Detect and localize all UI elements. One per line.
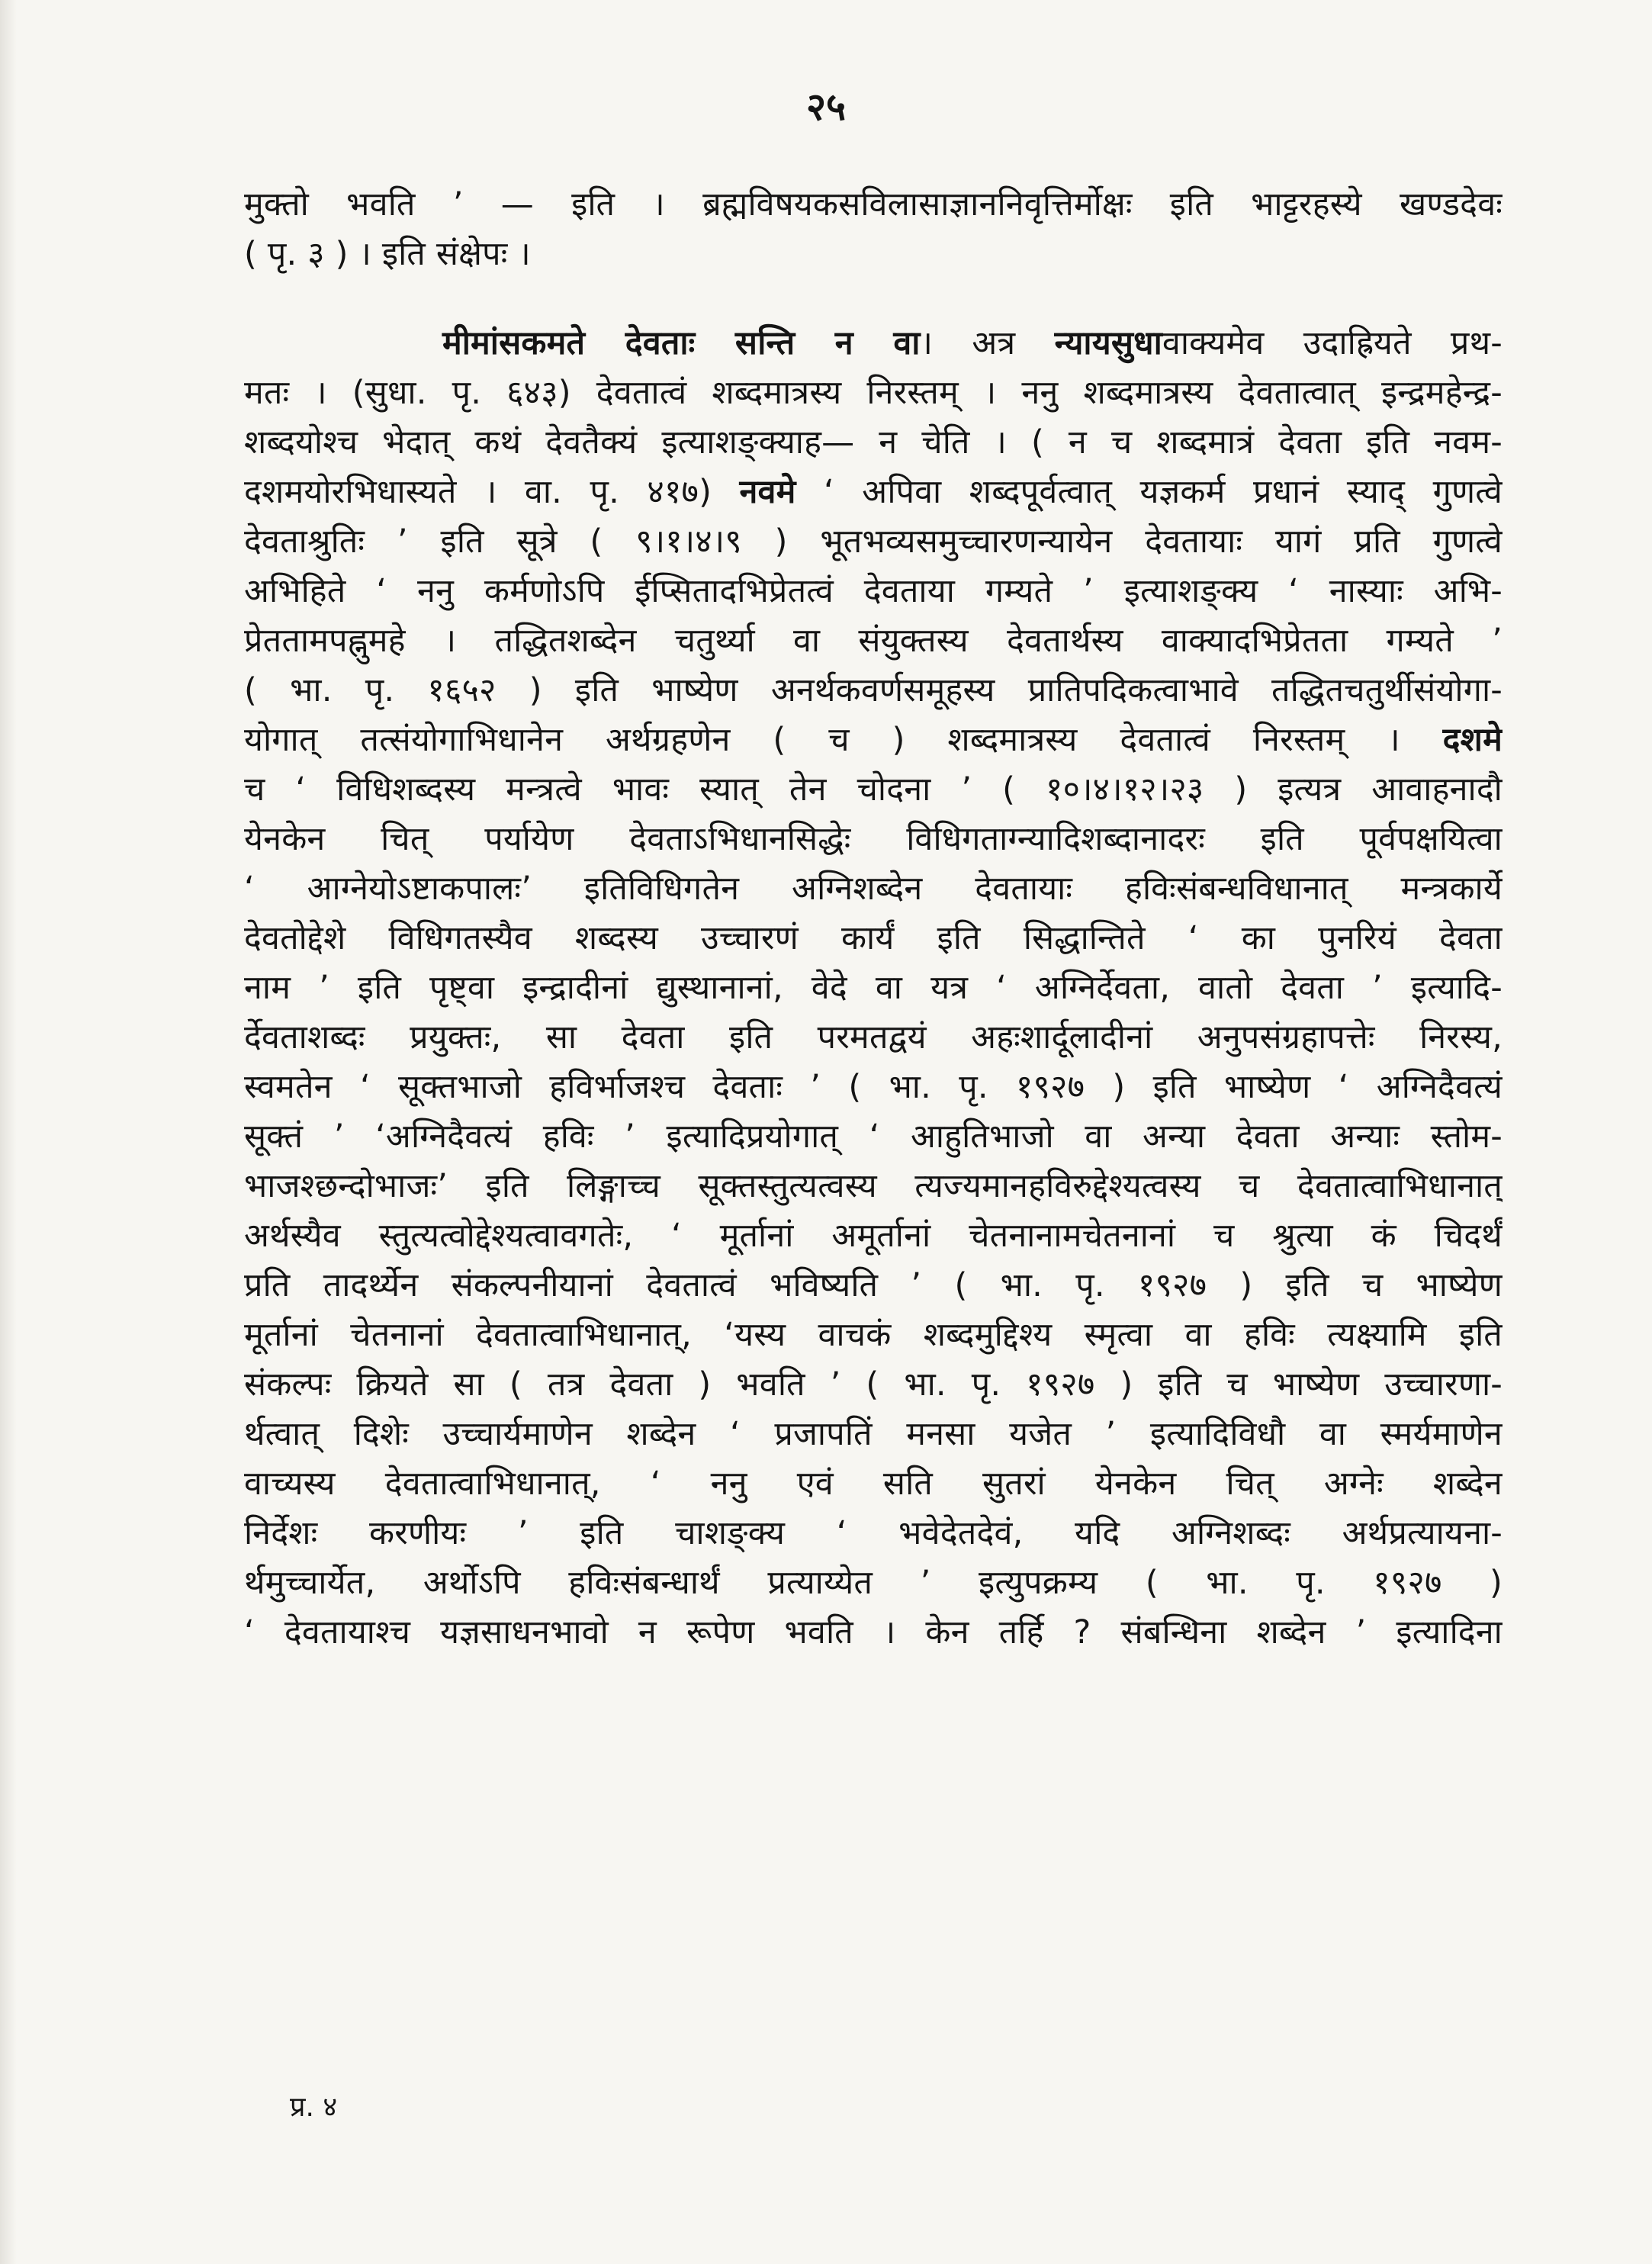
- text-line: [244, 320, 1503, 370]
- body-text: [244, 182, 1503, 1659]
- text-line: प्रति तादर्थ्येन संकल्पनीयानां देवतात्वं भविष्यति ’ ( भा. पृ. १९२७ ) इति च भाष्येण: [244, 1266, 1503, 1304]
- text-line: ‘ देवतायाश्च यज्ञसाधनभावो न रूपेण भवति । केन तर्हि ? संबन्धिना शब्देन ’ इत्यादिना: [244, 1613, 1503, 1651]
- text-line: मूर्तानां चेतनानां देवतात्वाभिधानात्, ‘यस्य वाचकं शब्दमुद्दिश्य स्मृत्वा वा हविः त्यक्ष्यामि इति: [244, 1316, 1503, 1354]
- text-line: [244, 469, 1503, 519]
- text-span: दशमयोरभिधास्यते । वा. पृ. ४१७): [244, 473, 740, 511]
- text-span-bold: नवमे: [739, 473, 796, 511]
- text-span: योगात् तत्संयोगाभिधानेन अर्थग्रहणेन ( च ) शब्दमात्रस्य देवतात्वं निरस्तम् ।: [244, 721, 1443, 759]
- text-line: देवताश्रुतिः ’ इति सूत्रे ( ९।१।४।९ ) भूतभव्यसमुच्चारणन्यायेन देवतायाः यागं प्रति गुणत्वे: [244, 523, 1503, 561]
- text-span: वाक्यमेव उदाह्रियते प्रथ-: [1162, 324, 1503, 362]
- text-line: संकल्पः क्रियते सा ( तत्र देवता ) भवति ’ ( भा. पृ. १९२७ ) इति च भाष्येण उच्चारणा-: [244, 1365, 1503, 1404]
- text-line: सूक्तं ’ ‘अग्निदैवत्यं हविः ’ इत्यादिप्रयोगात् ‘ आहुतिभाजो वा अन्या देवता अन्याः स्तोम-: [244, 1118, 1503, 1156]
- text-line: ( भा. पृ. १६५२ ) इति भाष्येण अनर्थकवर्णसमूहस्य प्रातिपदिकत्वाभावे तद्धितचतुर्थीसंयोगा-: [244, 671, 1503, 709]
- text-span: । अत्र: [920, 324, 1055, 362]
- text-line: र्थत्वात् दिशेः उच्चार्यमाणेन शब्देन ‘ प्रजापतिं मनसा यजेत ’ इत्यादिविधौ वा स्मर्यमाणेन: [244, 1415, 1503, 1453]
- text-line: मतः । (सुधा. पृ. ६४३) देवतात्वं शब्दमात्रस्य निरस्तम् । ननु शब्दमात्रस्य देवतात्वात् इन्द्रमहेन्द्र-: [244, 374, 1503, 412]
- text-line: ‘ आग्नेयोऽष्टाकपालः’ इतिविधिगतेन अग्निशब्देन देवतायाः हविःसंबन्धविधानात् मन्त्रकार्ये: [244, 870, 1503, 908]
- text-line: भाजश्छन्दोभाजः’ इति लिङ्गाच्च सूक्तस्तुत्यत्वस्य त्यज्यमानहविरुद्देश्यत्वस्य च देवतात्वाभिधानात्: [244, 1167, 1503, 1205]
- text-line: येनकेन चित् पर्यायेण देवताऽभिधानसिद्धेः विधिगताग्न्यादिशब्दानादरः इति पूर्वपक्षयित्वा: [244, 820, 1503, 858]
- signature-mark: प्र. ४: [290, 2092, 338, 2123]
- text-span-bold: न्यायसुधा: [1054, 324, 1162, 362]
- text-line: अभिहिते ‘ ननु कर्मणोऽपि ईप्सितादभिप्रेतत्वं देवताया गम्यते ’ इत्याशङ्क्य ‘ नास्याः अभि-: [244, 572, 1503, 610]
- page-number: २५: [806, 85, 846, 129]
- text-line: च ‘ विधिशब्दस्य मन्त्रत्वे भावः स्यात् तेन चोदना ’ ( १०।४।१२।२३ ) इत्यत्र आवाहनादौ: [244, 770, 1503, 809]
- text-span: ‘ अपिवा शब्दपूर्वत्वात् यज्ञकर्म प्रधानं स्याद् गुणत्वे: [795, 473, 1503, 511]
- text-line: देवतोद्देशे विधिगतस्यैव शब्दस्य उच्चारणं कार्यं इति सिद्धान्तिते ‘ का पुनरियं देवता: [244, 919, 1503, 957]
- text-line: मुक्तो भवति ’ — इति । ब्रह्मविषयकसविलासाज्ञाननिवृत्तिर्मोक्षः इति भाट्टरहस्ये खण्डदेवः: [244, 185, 1503, 224]
- text-line: स्वमतेन ‘ सूक्तभाजो हविर्भाजश्च देवताः ’ ( भा. पृ. १९२७ ) इति भाष्येण ‘ अग्निदैवत्यं: [244, 1068, 1503, 1106]
- text-line: र्थमुच्चार्येत, अर्थोऽपि हविःसंबन्धार्थं प्रत्याय्येत ’ इत्युपक्रम्य ( भा. पृ. १९२७ ): [244, 1564, 1503, 1602]
- text-span-bold: दशमे: [1442, 721, 1503, 759]
- text-line: ( पृ. ३ ) । इति संक्षेपः ।: [244, 235, 531, 273]
- section-heading: मीमांसकमते देवताः सन्ति न वा: [442, 324, 921, 362]
- text-line: वाच्यस्य देवतात्वाभिधानात्, ‘ ननु एवं सति सुतरां येनकेन चित् अग्नेः शब्देन: [244, 1465, 1503, 1503]
- text-line: अर्थस्यैव स्तुत्यत्वोद्देश्यत्वावगतेः, ‘ मूर्तानां अमूर्तानां चेतनानामचेतनानां च श्रुत्या कं चिदर्थं: [244, 1217, 1503, 1255]
- scan-edge-shadow: [0, 0, 17, 2264]
- text-line: [244, 717, 1503, 767]
- text-line: प्रेततामपह्नुमहे । तद्धितशब्देन चतुर्थ्या वा संयुक्तस्य देवतार्थस्य वाक्यादभिप्रेतता गम्यते ’: [244, 622, 1503, 660]
- text-line: नाम ’ इति पृष्ट्वा इन्द्रादीनां द्युस्थानानां, वेदे वा यत्र ‘ अग्निर्देवता, वातो देवता ’ इत्यादि-: [244, 969, 1503, 1007]
- text-line: निर्देशः करणीयः ’ इति चाशङ्क्य ‘ भवेदेतदेवं, यदि अग्निशब्दः अर्थप्रत्यायना-: [244, 1514, 1503, 1552]
- text-line: र्देवताशब्दः प्रयुक्तः, सा देवता इति परमतद्वयं अहःशार्दूलादीनां अनुपसंग्रहापत्तेः निरस्य,: [244, 1018, 1503, 1056]
- text-line: शब्दयोश्च भेदात् कथं देवतैक्यं इत्याशङ्क्याह— न चेति । ( न च शब्दमात्रं देवता इति नवम-: [244, 423, 1503, 461]
